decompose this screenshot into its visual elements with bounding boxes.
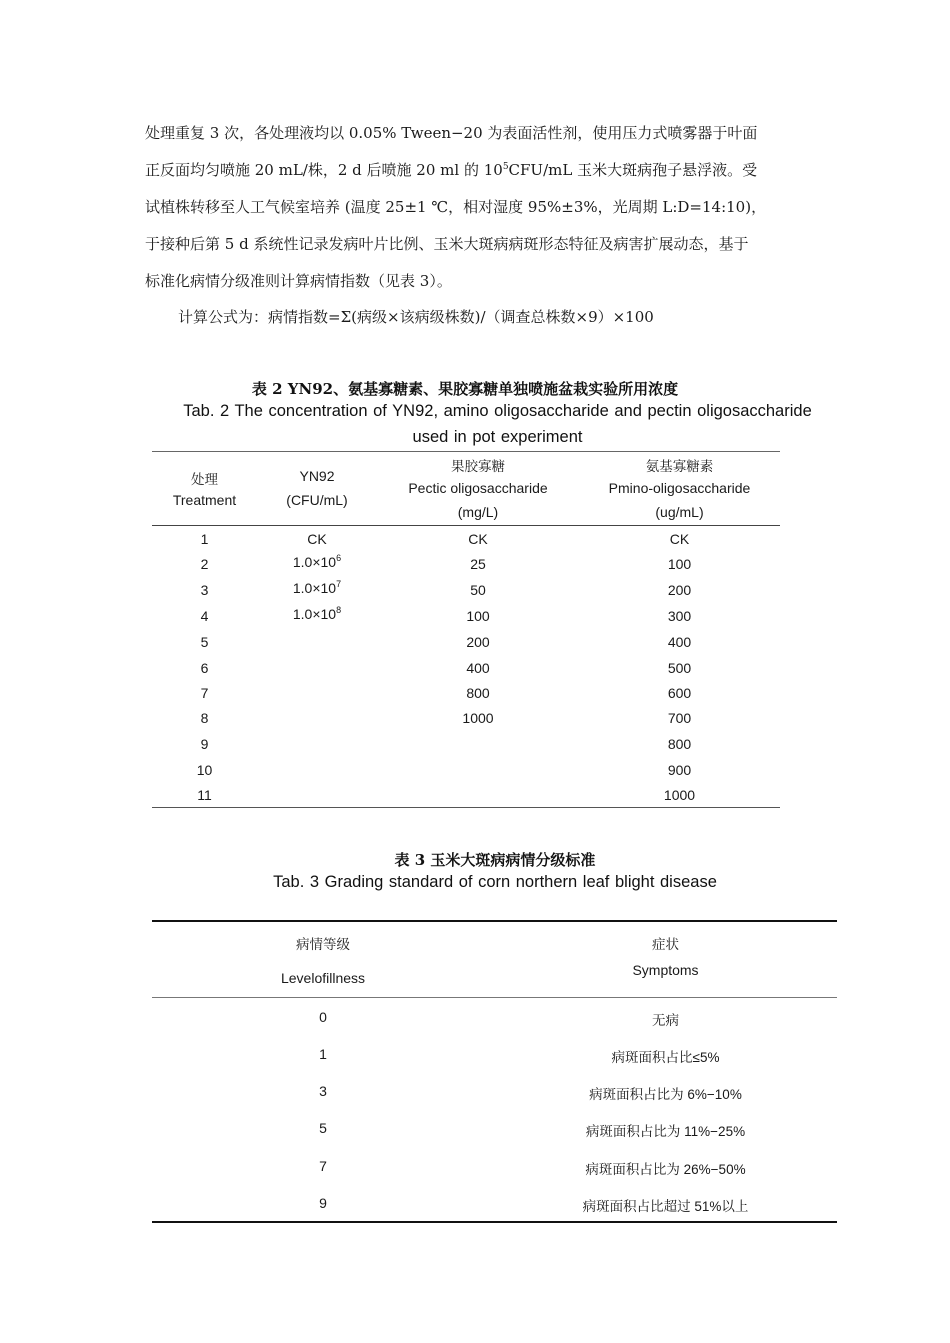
header-level-cn: 病情等级: [296, 937, 350, 953]
table-row: 0 无病: [319, 1009, 679, 1028]
table2-caption-en: Tab. 2 The concentration of YN92, amino oligosaccharide and pectin oligosaccharide: [183, 402, 812, 420]
exponent: 5: [502, 162, 509, 172]
header-yn92: YN92: [299, 468, 335, 484]
header-level-en: Levelofillness: [280, 970, 366, 986]
table2-top-rule: [152, 451, 780, 452]
table-row: 7 800 600: [200, 685, 692, 701]
table3-bottom-rule: [152, 1221, 837, 1223]
table-row: 6 400 500: [200, 660, 692, 676]
table2-caption-cn: 表 2 YN92、氨基寡糖素、果胶寡糖单独喷施盆栽实验所用浓度: [251, 380, 679, 398]
header-amino-en: Pmino-oligosaccharide: [608, 480, 751, 496]
table-row: 2 $1.0\times 10^6$ 25 100: [200, 553, 692, 572]
header-treatment-cn: 处理: [191, 472, 218, 488]
body-line: 处理重复 3 次，各处理液均以 0.05% Tween−20 为表面活性剂，使用压力式喷雾器于叶面: [145, 124, 758, 142]
table3-header-rule: [152, 997, 837, 998]
body-paragraph: [145, 115, 815, 300]
header-symptoms-en: Symptoms: [632, 962, 699, 978]
body-line: 正反面均匀喷施 20 mL/株，2 d 后喷施 20 ml 的 $10^5CFU/mL$ 玉米大斑病孢子悬浮液。受: [145, 161, 758, 179]
table-row: 9 800: [200, 736, 692, 752]
table-row: 10 900: [196, 762, 692, 778]
header-treatment-en: Treatment: [172, 492, 237, 508]
table-row: 1 病斑面积占比≤5%: [319, 1046, 720, 1065]
table-row: 7 病斑面积占比为 26%−50%: [319, 1158, 746, 1177]
table-row: 8 1000 700: [200, 710, 692, 726]
table2-caption-en-line2: used in pot experiment: [412, 428, 583, 446]
header-pectic-unit: (mg/L): [457, 504, 499, 520]
table-row: 1 CK CK CK: [200, 531, 690, 547]
header-pectic-en: Pectic oligosaccharide: [408, 480, 548, 496]
table-row: 5 200 400: [200, 634, 692, 650]
table-row: 3 病斑面积占比为 6%−10%: [319, 1083, 742, 1102]
header-amino-cn: 氨基寡糖素: [645, 459, 714, 475]
table2-bottom-rule: [152, 807, 780, 808]
body-line: 标准化病情分级准则计算病情指数（见表 3）。: [145, 272, 452, 290]
header-pectic-cn: 果胶寡糖: [451, 459, 505, 475]
table3-top-rule: [152, 920, 837, 922]
table2-header-rule: [152, 525, 780, 526]
body-line: 于接种后第 5 d 系统性记录发病叶片比例、玉米大斑病病斑形态特征及病害扩展动态，基于: [145, 235, 749, 253]
header-symptoms-cn: 症状: [652, 937, 679, 953]
table-row: 9 病斑面积占比超过 51%以上: [319, 1195, 749, 1214]
header-yn92-unit: (CFU/mL): [286, 492, 348, 508]
table3-caption-cn: 表 3 玉米大斑病病情分级标准: [394, 851, 596, 869]
table-row: 11 1000: [197, 787, 696, 803]
disease-index-formula: 计算公式为：病情指数=Σ(病级×该病级株数)/（调查总株数×9）×100: [178, 308, 654, 326]
body-line: 试植株转移至人工气候室培养 (温度 25±1 ℃，相对湿度 95%±3%，光周期 L:D=14:10)，: [145, 198, 767, 216]
table-row: 3 $1.0\times 10^7$ 50 200: [200, 579, 692, 598]
table-row: 5 病斑面积占比为 11%−25%: [319, 1120, 746, 1139]
table-row: 4 $1.0\times 10^8$ 100 300: [200, 605, 692, 624]
table3-caption-en: Tab. 3 Grading standard of corn northern leaf blight disease: [273, 873, 717, 891]
header-amino-unit: (ug/mL): [655, 504, 704, 520]
